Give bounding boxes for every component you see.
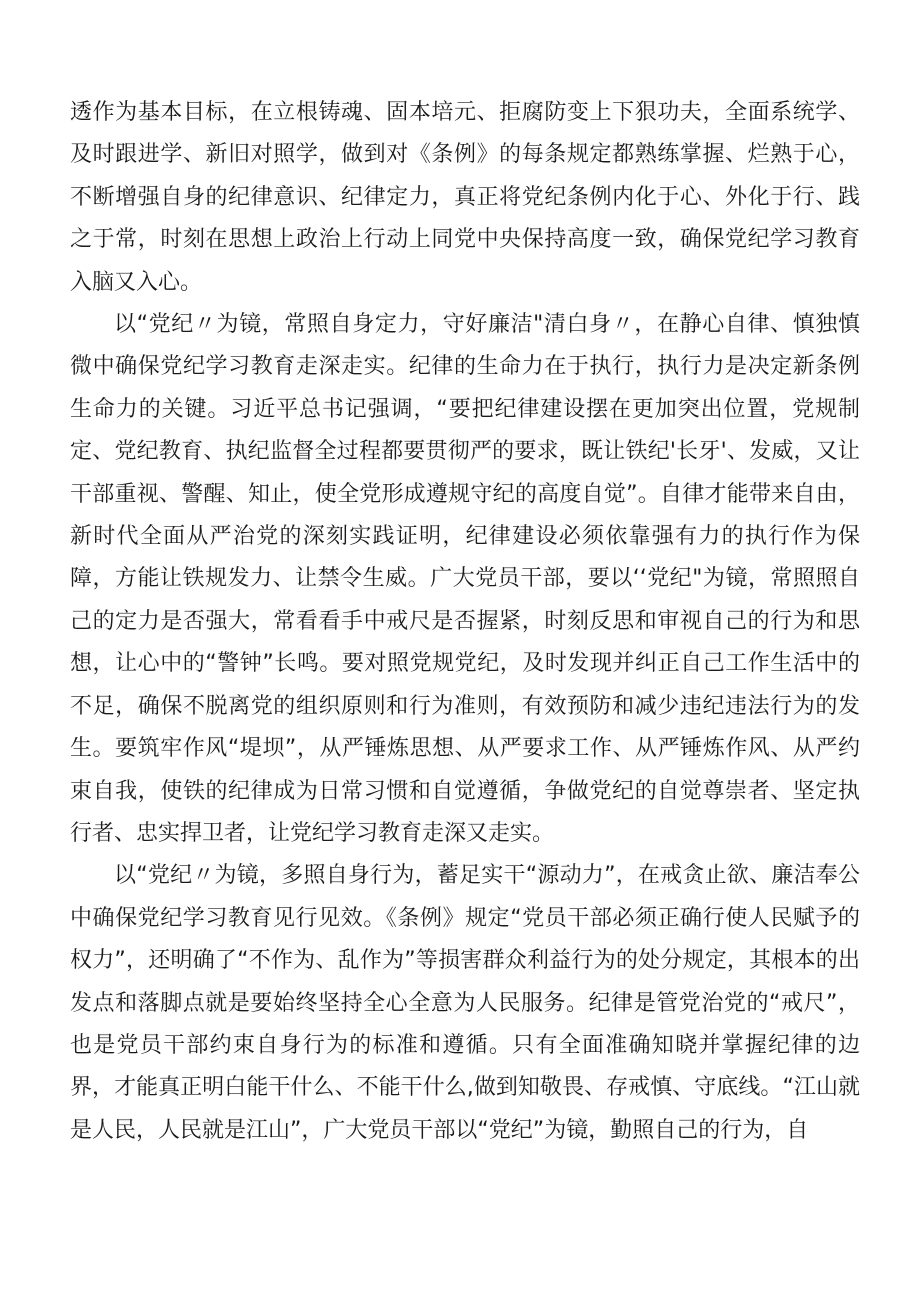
paragraph-1: 透作为基本目标，在立根铸魂、固本培元、拒腐防变上下狠功夫，全面系统学、及时跟进学、新旧对照学，做到对《条例》的每条规定都熟练掌握、烂熟于心，不断增强自身的纪律意识、纪律定力，真正将党纪条例内化于心、外化于行、践之于常，时刻在思想上政治上行动上同党中央保持高度一致，确保党纪学习教育入脑又入心。 xyxy=(70,100,860,295)
paragraph-2: 以“党纪〃为镜，常照自身定力，守好廉洁"清白身〃，在静心自律、慎独慎微中确保党纪学习教育走深走实。纪律的生命力在于执行，执行力是决定新条例生命力的关键。习近平总书记强调，“要把纪律建设摆在更加突出位置，党规制定、党纪教育、执纪监督全过程都要贯彻严的要求，既让铁纪'长牙'、发威，又让干部重视、警醒、知止，使全党形成遵规守纪的高度自觉”。自律才能带来自由，新时代全面从严治党的深刻实践证明，纪律建设必须依靠强有力的执行作为保障，方能让铁规发力、让禁令生威。广大党员干部，要以‘‘党纪"为镜，常照照自己的定力是否强大，常看看手中戒尺是否握紧，时刻反思和审视自己的行为和思想，让心中的“警钟”长鸣。要对照党规党纪，及时发现并纠正自己工作生活中的不足，确保不脱离党的组织原则和行为准则，有效预防和减少违纪违法行为的发生。要筑牢作风“堤坝”，从严锤炼思想、从严要求工作、从严锤炼作风、从严约束自我，使铁的纪律成为日常习惯和自觉遵循，争做党纪的自觉尊崇者、坚定执行者、忠实捍卫者，让党纪学习教育走深又走实。 xyxy=(70,312,860,846)
paragraph-3: 以“党纪〃为镜，多照自身行为，蓄足实干“源动力”，在戒贪止欲、廉洁奉公中确保党纪学习教育见行见效。《条例》规定“党员干部必须正确行使人民赋予的权力”，还明确了“不作为、乱作为”等损害群众利益行为的处分规定，其根本的出发点和落脚点就是要始终坚持全心全意为人民服务。纪律是管党治党的“戒尺”，也是党员干部约束自身行为的标准和遵循。只有全面准确知晓并掌握纪律的边界，才能真正明白能干什么、不能干什么,做到知敬畏、存戒慎、守底线。“江山就是人民，人民就是江山”，广大党员干部以“党纪”为镜，勤照自己的行为，自 xyxy=(70,863,860,1143)
document-body xyxy=(70,92,860,1152)
